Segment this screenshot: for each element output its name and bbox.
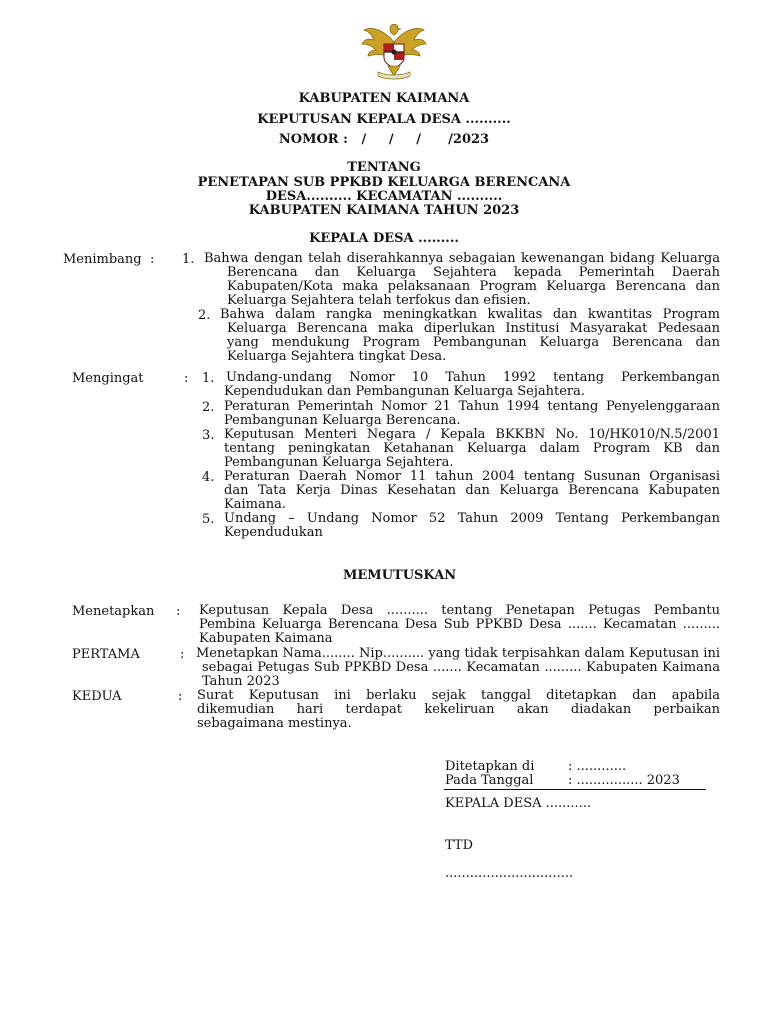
mengingat-item-4-line-3: Kaimana. xyxy=(224,497,286,512)
signature-ttd: TTD xyxy=(445,838,474,853)
mengingat-item-5-number: 5. xyxy=(202,512,215,527)
date-value: : ................ 2023 xyxy=(568,773,680,788)
mengingat-colon: : xyxy=(184,371,189,386)
pertama-line-3: Tahun 2023 xyxy=(202,674,280,689)
about-label: TENTANG xyxy=(347,160,421,175)
mengingat-item-3-line-2: tentang peningkatan Ketahanan Keluarga dalam Program KB dan xyxy=(224,441,720,456)
kedua-label: KEDUA xyxy=(72,689,122,704)
menimbang-item-2-number: 2. xyxy=(198,308,211,323)
mengingat-item-2-number: 2. xyxy=(202,400,215,415)
mengingat-item-3-number: 3. xyxy=(202,428,215,443)
menimbang-item-1-line-4: Keluarga Sejahtera telah terfokus dan efisien. xyxy=(227,293,531,308)
subject-line-3: KABUPATEN KAIMANA TAHUN 2023 xyxy=(248,203,520,218)
menimbang-label: Menimbang xyxy=(63,252,142,267)
decree-title: KEPUTUSAN KEPALA DESA .......... xyxy=(257,112,511,127)
mengingat-item-1-line-1: Undang-undang Nomor 10 Tahun 1992 tentang Perkembangan xyxy=(226,370,720,385)
menimbang-item-1-line-2: Berencana dan Keluarga Sejahtera kepada Pemerintah Daerah xyxy=(227,265,720,280)
decree-number: NOMOR : / / / /2023 xyxy=(278,132,490,147)
official-heading: KEPALA DESA ......... xyxy=(309,231,459,246)
mengingat-item-1-number: 1. xyxy=(202,371,215,386)
garuda-emblem-icon xyxy=(356,20,432,80)
subject-line-2: DESA.......... KECAMATAN .......... xyxy=(265,189,503,204)
pertama-line-1: Menetapkan Nama........ Nip.......... yang tidak terpisahkan dalam Keputusan ini xyxy=(196,646,720,661)
menimbang-item-2-line-1: Bahwa dalam rangka meningkatkan kwalitas dan kwantitas Program xyxy=(220,307,720,322)
mengingat-item-3-line-1: Keputusan Menteri Negara / Kepala BKKBN No. 10/HK010/N.5/2001 xyxy=(224,427,720,442)
kedua-line-3: sebagaimana mestinya. xyxy=(197,716,352,731)
mengingat-item-5-line-1: Undang – Undang Nomor 52 Tahun 2009 Tentang Perkembangan xyxy=(224,511,720,526)
menimbang-item-1-line-1: Bahwa dengan telah diserahkannya sebagaian kewenangan bidang Keluarga xyxy=(204,251,720,266)
signature-official: KEPALA DESA ........... xyxy=(445,796,592,811)
pertama-line-2: sebagai Petugas Sub PPKBD Desa ....... Kecamatan ......... Kabupaten Kaimana xyxy=(202,660,720,675)
date-label: Pada Tanggal xyxy=(445,773,534,788)
mengingat-item-4-number: 4. xyxy=(202,470,215,485)
kedua-colon: : xyxy=(178,689,183,704)
regency-title: KABUPATEN KAIMANA xyxy=(298,91,470,106)
signature-name-line: ............................... xyxy=(445,866,574,881)
kedua-line-2: dikemudian hari terdapat kekeliruan akan diadakan perbaikan xyxy=(197,702,720,717)
mengingat-item-4-line-1: Peraturan Daerah Nomor 11 tahun 2004 tentang Susunan Organisasi xyxy=(224,469,720,484)
menetapkan-label: Menetapkan xyxy=(72,604,155,619)
menimbang-colon: : xyxy=(150,252,155,267)
menimbang-item-1-number: 1. xyxy=(182,252,195,267)
place-value: : ............ xyxy=(568,759,627,774)
menetapkan-line-1: Keputusan Kepala Desa .......... tentang Penetapan Petugas Pembantu xyxy=(199,603,720,618)
subject-line-1: PENETAPAN SUB PPKBD KELUARGA BERENCANA xyxy=(197,175,571,190)
decision-heading: MEMUTUSKAN xyxy=(343,568,457,583)
menimbang-item-2-line-2: Keluarga Berencana maka diperlukan Institusi Masyarakat Pedesaan xyxy=(227,321,720,336)
mengingat-label: Mengingat xyxy=(72,371,144,386)
menimbang-item-1-line-3: Kabupaten/Kota maka pelaksanaan Program Keluarga Berencana dan xyxy=(227,279,720,294)
menetapkan-line-2: Pembina Keluarga Berencana Desa Sub PPKBD Desa ....... Kecamatan ......... xyxy=(199,617,720,632)
menimbang-item-2-line-3: yang mendukung Program Pembangunan Keluarga Berencana dan xyxy=(227,335,720,350)
signature-divider xyxy=(444,789,706,790)
menetapkan-line-3: Kabupaten Kaimana xyxy=(199,631,333,646)
mengingat-item-5-line-2: Kependudukan xyxy=(224,525,323,540)
mengingat-item-3-line-3: Pembangunan Keluarga Sejahtera. xyxy=(224,455,454,470)
mengingat-item-2-line-2: Pembangunan Keluarga Berencana. xyxy=(224,413,461,428)
mengingat-item-1-line-2: Kependudukan dan Pembangunan Keluarga Sejahtera. xyxy=(224,384,586,399)
kedua-line-1: Surat Keputusan ini berlaku sejak tanggal ditetapkan dan apabila xyxy=(197,688,720,703)
pertama-colon: : xyxy=(180,647,185,662)
pertama-label: PERTAMA xyxy=(72,647,140,662)
menimbang-item-2-line-4: Keluarga Sejahtera tingkat Desa. xyxy=(227,349,447,364)
mengingat-item-2-line-1: Peraturan Pemerintah Nomor 21 Tahun 1994 tentang Penyelenggaraan xyxy=(224,399,720,414)
mengingat-item-4-line-2: dan Tata Kerja Dinas Kesehatan dan Keluarga Berencana Kabupaten xyxy=(224,483,720,498)
place-label: Ditetapkan di xyxy=(445,759,535,774)
menetapkan-colon: : xyxy=(176,604,181,619)
